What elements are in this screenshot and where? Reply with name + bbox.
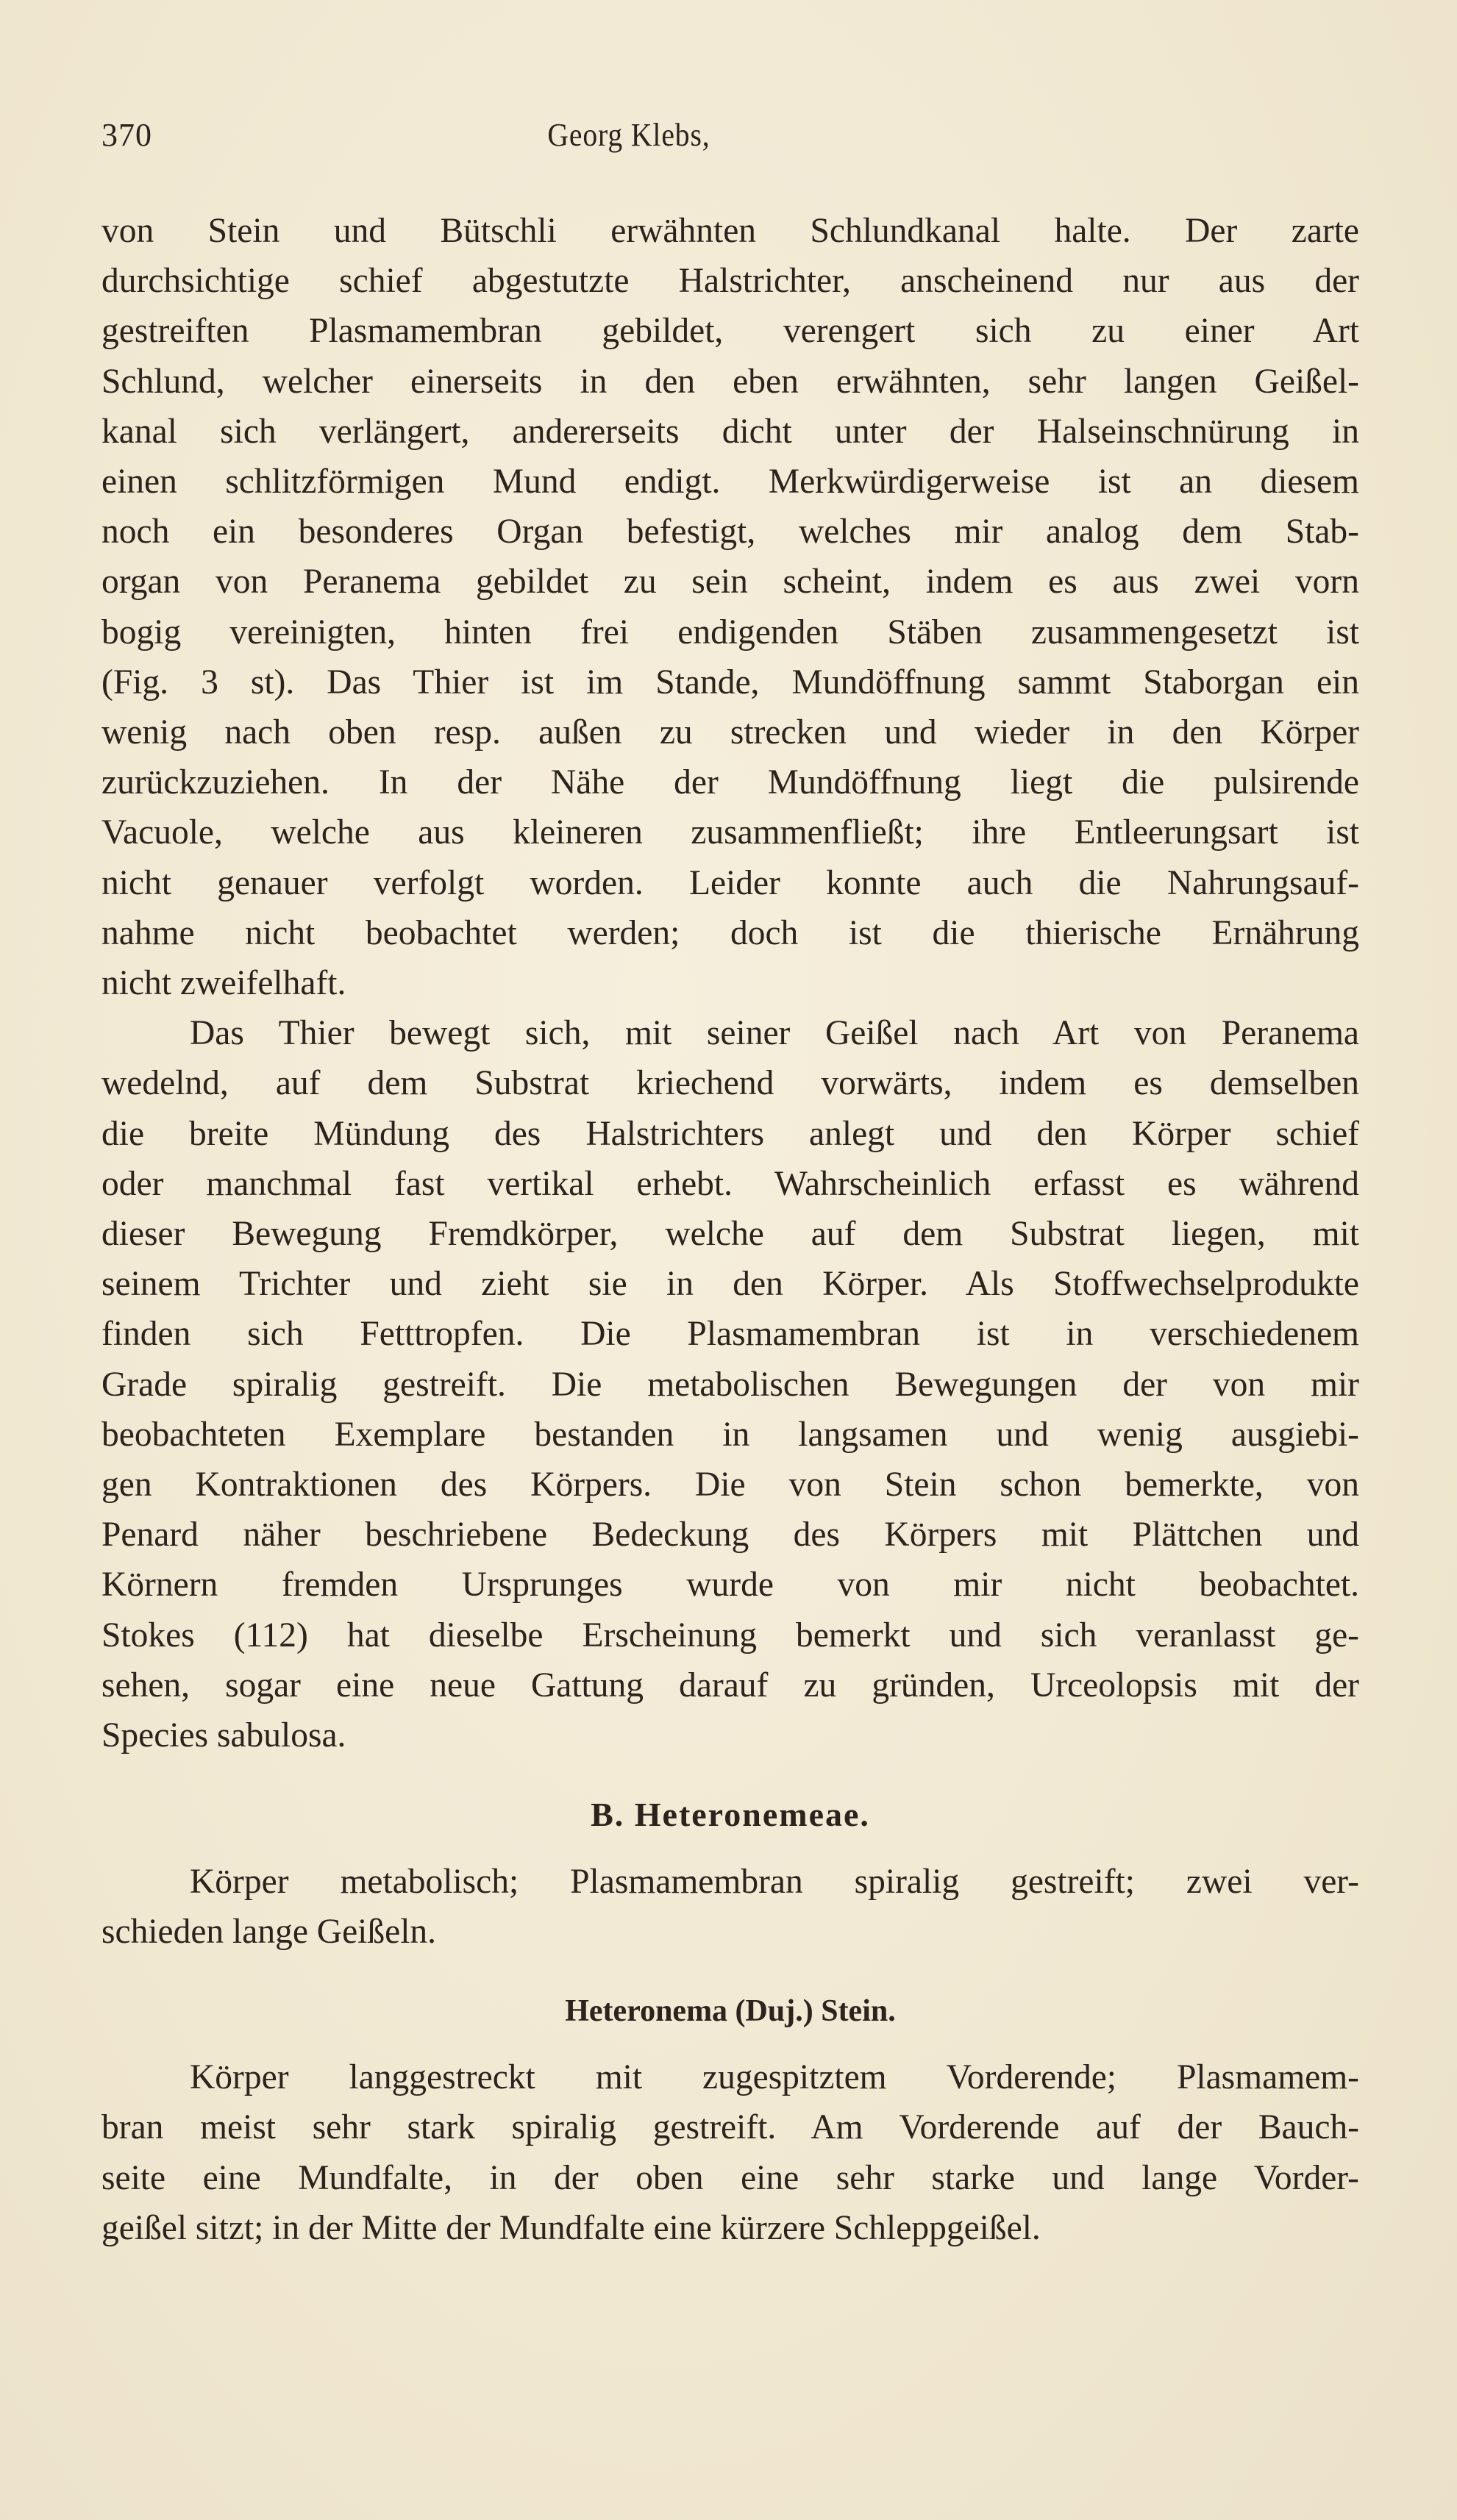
- text-line: geißel sitzt; in der Mitte der Mundfalte eine kürzere Schleppgeißel.: [101, 2208, 1041, 2247]
- text-line: Penard näher beschriebene Bedeckung des Körpers mit Plättchen und: [101, 1516, 1359, 1555]
- text-line: zurückzuziehen. In der Nähe der Mundöffnung liegt die pulsirende: [101, 763, 1359, 802]
- page-body: [101, 206, 1359, 2253]
- text-line: seite eine Mundfalte, in der oben eine sehr starke und lange Vorder-: [101, 2158, 1359, 2197]
- text-line: Körnern fremden Ursprunges wurde von mir nicht beobachtet.: [101, 1566, 1359, 1605]
- text-line: sehen, sogar eine neue Gattung darauf zu gründen, Urceolopsis mit der: [101, 1666, 1359, 1705]
- text-line: schieden lange Geißeln.: [101, 1912, 437, 1951]
- text-line: gen Kontraktionen des Körpers. Die von Stein schon bemerkte, von: [101, 1466, 1359, 1504]
- text-line: (Fig. 3 st). Das Thier ist im Stande, Mundöffnung sammt Staborgan ein: [101, 663, 1359, 702]
- text-line: kanal sich verlängert, andererseits dicht unter der Halseinschnürung in: [101, 412, 1359, 451]
- running-head: Georg Klebs,: [547, 117, 710, 153]
- text-line: Species sabulosa.: [101, 1716, 346, 1755]
- text-line: Stokes (112) hat dieselbe Erscheinung bemerkt und sich veranlasst ge-: [101, 1616, 1359, 1655]
- section-heading: B. Heteronemeae.: [591, 1796, 870, 1834]
- paragraph-4: [101, 2052, 1359, 2253]
- text-line: durchsichtige schief abgestutzte Halstrichter, anscheinend nur aus der: [101, 262, 1359, 301]
- genus-heading: Heteronema (Duj.) Stein.: [565, 1993, 896, 2028]
- text-line: beobachteten Exemplare bestanden in langsamen und wenig ausgiebi-: [101, 1415, 1359, 1454]
- paragraph-1: [101, 206, 1359, 1008]
- text-line: einen schlitzförmigen Mund endigt. Merkwürdigerweise ist an diesem: [101, 463, 1359, 501]
- text-line: Schlund, welcher einerseits in den eben erwähnten, sehr langen Geißel-: [101, 362, 1359, 401]
- text-line: bogig vereinigten, hinten frei endigenden Stäben zusammengesetzt ist: [101, 613, 1359, 652]
- text-line: wedelnd, auf dem Substrat kriechend vorwärts, indem es demselben: [101, 1064, 1359, 1103]
- text-line: von Stein und Bütschli erwähnten Schlundkanal halte. Der zarte: [101, 212, 1359, 250]
- text-line: Grade spiralig gestreift. Die metabolischen Bewegungen der von mir: [101, 1365, 1359, 1404]
- text-line: Körper langgestreckt mit zugespitztem Vorderende; Plasmamem-: [190, 2058, 1359, 2097]
- text-line: Vacuole, welche aus kleineren zusammenfließt; ihre Entleerungsart ist: [101, 813, 1359, 852]
- text-line: seinem Trichter und zieht sie in den Körper. Als Stoffwechselprodukte: [101, 1265, 1359, 1304]
- text-line: Körper metabolisch; Plasmamembran spiralig gestreift; zwei ver-: [190, 1862, 1359, 1901]
- text-line: nahme nicht beobachtet werden; doch ist die thierische Ernährung: [101, 913, 1359, 952]
- text-line: nicht genauer verfolgt worden. Leider konnte auch die Nahrungsauf-: [101, 863, 1359, 902]
- paragraph-2: [101, 1008, 1359, 1760]
- text-line: bran meist sehr stark spiralig gestreift. Am Vorderende auf der Bauch-: [101, 2108, 1359, 2147]
- text-line: dieser Bewegung Fremdkörper, welche auf dem Substrat liegen, mit: [101, 1215, 1359, 1254]
- paragraph-3: [101, 1857, 1359, 1957]
- text-line: Das Thier bewegt sich, mit seiner Geißel nach Art von Peranema: [190, 1014, 1359, 1053]
- text-line: die breite Mündung des Halstrichters anlegt und den Körper schief: [101, 1114, 1359, 1153]
- text-line: wenig nach oben resp. außen zu strecken und wieder in den Körper: [101, 713, 1359, 752]
- page-header: [101, 116, 1359, 160]
- text-line: organ von Peranema gebildet zu sein scheint, indem es aus zwei vorn: [101, 563, 1359, 602]
- text-line: gestreiften Plasmamembran gebildet, verengert sich zu einer Art: [101, 312, 1359, 351]
- text-line: finden sich Fetttropfen. Die Plasmamembran ist in verschiedenem: [101, 1315, 1359, 1354]
- text-line: noch ein besonderes Organ befestigt, welches mir analog dem Stab-: [101, 513, 1359, 552]
- text-line: nicht zweifelhaft.: [101, 964, 346, 1003]
- page-number: 370: [101, 117, 152, 153]
- text-line: oder manchmal fast vertikal erhebt. Wahrscheinlich erfasst es während: [101, 1164, 1359, 1203]
